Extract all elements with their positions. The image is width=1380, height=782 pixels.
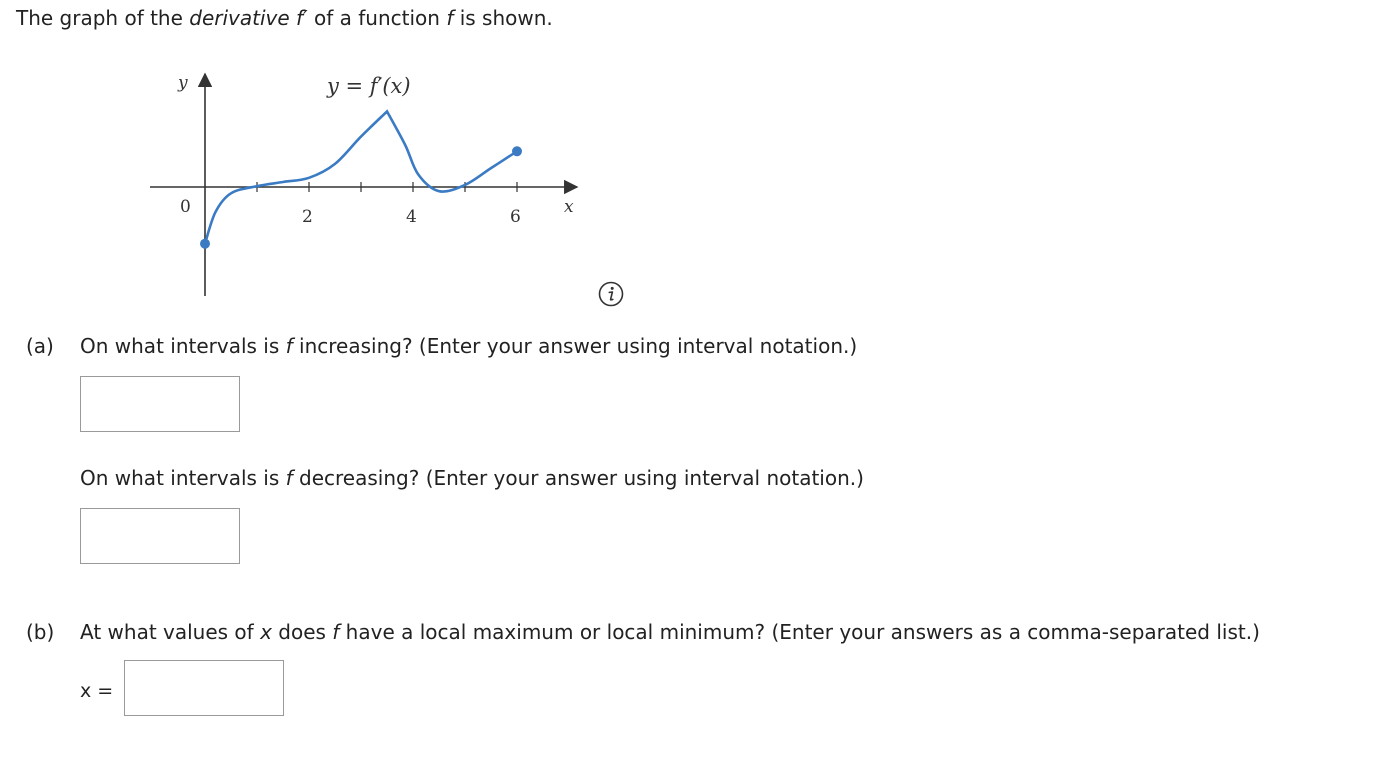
question-f: f — [285, 334, 293, 358]
intro-text-end: is shown. — [453, 6, 553, 30]
intro-text-mid: of a function — [307, 6, 447, 30]
x-axis-label: x — [564, 197, 574, 217]
question-x: x — [260, 620, 272, 644]
part-a-label: (a) — [26, 334, 54, 358]
problem-intro — [16, 6, 553, 30]
tick-label-6: 6 — [510, 207, 521, 227]
question-text-end: decreasing? (Enter your answer using interval notation.) — [292, 466, 864, 490]
question-text-mid: does — [271, 620, 333, 644]
curve-end-point — [512, 146, 522, 156]
origin-label: 0 — [180, 197, 191, 217]
question-text-end: have a local maximum or local minimum? (Enter your answers as a comma-separated list.) — [339, 620, 1260, 644]
intro-derivative: derivative f′ — [189, 6, 308, 30]
derivative-curve — [205, 111, 517, 243]
graph-title: y = f′(x) — [327, 74, 411, 98]
part-b-label: (b) — [26, 620, 55, 644]
tick-label-4: 4 — [406, 207, 417, 227]
derivative-graph — [140, 62, 600, 306]
question-text: At what values of — [80, 620, 261, 644]
increasing-intervals-input[interactable] — [80, 376, 240, 432]
part-b-question — [80, 620, 1260, 644]
question-text-end: increasing? (Enter your answer using interval notation.) — [292, 334, 858, 358]
question-text: On what intervals is — [80, 466, 286, 490]
tick-label-2: 2 — [302, 207, 313, 227]
decreasing-intervals-input[interactable] — [80, 508, 240, 564]
question-text: On what intervals is — [80, 334, 286, 358]
curve-start-point — [200, 239, 210, 249]
question-f: f — [332, 620, 340, 644]
question-f: f — [285, 466, 293, 490]
intro-text: The graph of the — [16, 6, 190, 30]
intro-f: f — [446, 6, 454, 30]
x-equals-label: x = — [80, 680, 114, 702]
part-a-question-increasing — [80, 334, 857, 358]
info-icon[interactable] — [597, 280, 625, 308]
y-axis-label: y — [178, 73, 188, 93]
local-extrema-input[interactable] — [124, 660, 284, 716]
part-a-question-decreasing — [80, 466, 864, 490]
